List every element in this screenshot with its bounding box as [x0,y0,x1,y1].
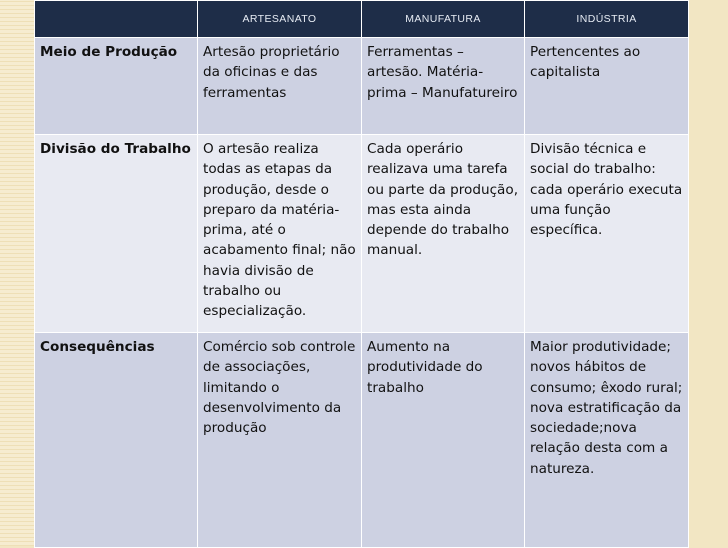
header-corner-cell [35,1,198,38]
row-label-consequencias: Consequências [35,333,198,548]
comparison-table [34,0,689,548]
table-cell: Ferramentas – artesão. Matéria-prima – Manufatureiro [362,38,525,135]
table-cell: Cada operário realizava uma tarefa ou parte da produção, mas esta ainda depende do trabalho manual. [362,135,525,333]
table-row [35,333,689,548]
header-manufatura: MANUFATURA [362,1,525,38]
table-cell: Maior produtividade; novos hábitos de consumo; êxodo rural; nova estratificação da sociedade;nova relação desta com a natureza. [525,333,689,548]
table-row [35,38,689,135]
header-row [35,1,689,38]
table-cell: Artesão proprietário da oficinas e das ferramentas [198,38,362,135]
table-cell: Divisão técnica e social do trabalho: cada operário executa uma função específica. [525,135,689,333]
page-margin-decoration [0,0,34,546]
table-cell: Comércio sob controle de associações, limitando o desenvolvimento da produção [198,333,362,548]
row-label-divisao-do-trabalho: Divisão do Trabalho [35,135,198,333]
table-cell: Pertencentes ao capitalista [525,38,689,135]
header-artesanato: ARTESANATO [198,1,362,38]
header-industria: INDÚSTRIA [525,1,689,38]
table-row [35,135,689,333]
table-cell: Aumento na produtividade do trabalho [362,333,525,548]
row-label-meio-de-producao: Meio de Produção [35,38,198,135]
table-cell: O artesão realiza todas as etapas da produção, desde o preparo da matéria-prima, até o acabamento final; não havia divisão de trabalho ou especialização. [198,135,362,333]
